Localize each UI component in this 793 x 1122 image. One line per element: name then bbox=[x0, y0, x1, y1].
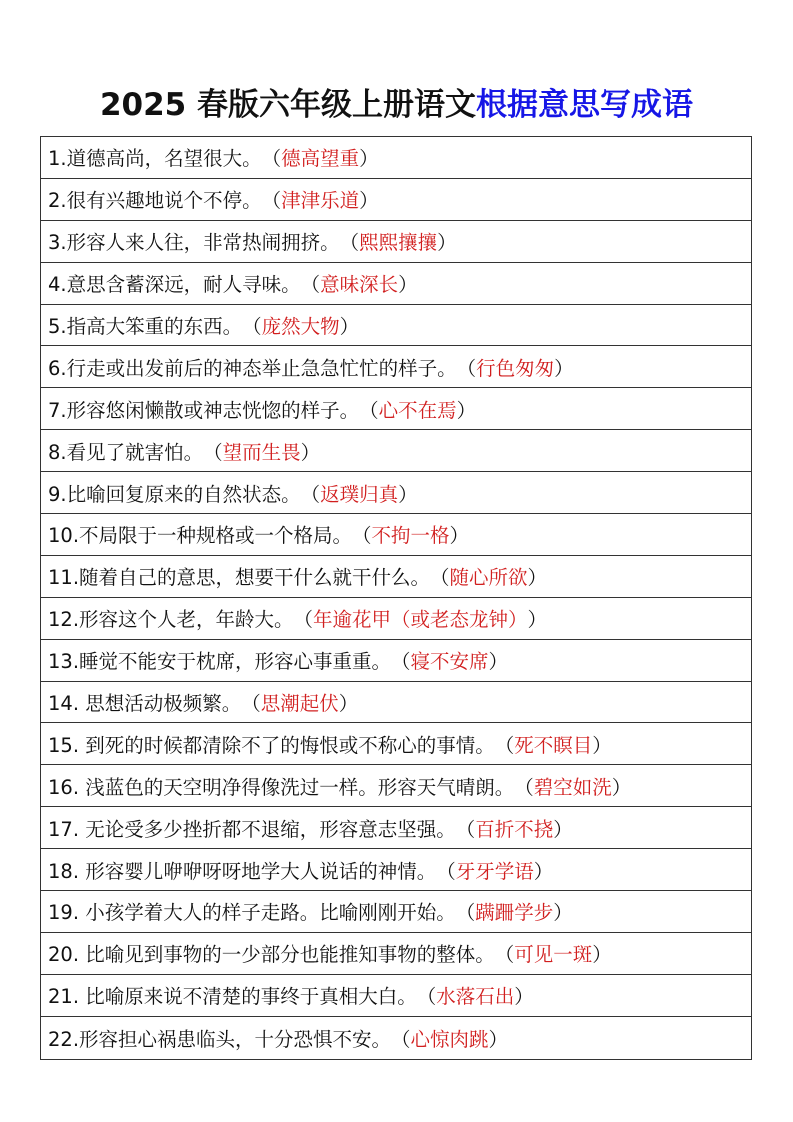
paren-close: ） bbox=[300, 440, 321, 464]
answer-idiom: 意味深长 bbox=[320, 273, 399, 297]
paren-close: ） bbox=[488, 1027, 509, 1051]
paren-close: ） bbox=[456, 398, 477, 422]
paren-close: ） bbox=[611, 775, 632, 799]
question-text: 11.随着自己的意思，想要干什么就干什么。 bbox=[48, 566, 431, 590]
table-row bbox=[41, 430, 751, 472]
answer-idiom: 碧空如洗 bbox=[533, 775, 612, 799]
table-row bbox=[41, 765, 751, 807]
table-row bbox=[41, 305, 751, 347]
table-row bbox=[41, 933, 751, 975]
question-text: 6.行走或出发前后的神态举止急急忙忙的样子。 bbox=[48, 356, 457, 380]
paren-close: ） bbox=[554, 356, 574, 380]
paren-open: （ bbox=[300, 482, 321, 506]
table-row bbox=[41, 598, 751, 640]
table-row bbox=[41, 556, 751, 598]
title-highlight: 根据意思写成语 bbox=[476, 87, 694, 123]
question-text: 15. 到死的时候都清除不了的悔恨或不称心的事情。 bbox=[48, 733, 495, 757]
paren-open: （ bbox=[455, 901, 476, 925]
table-row bbox=[41, 640, 751, 682]
table-row bbox=[41, 137, 751, 179]
table-row bbox=[41, 221, 751, 263]
answer-idiom: 蹒跚学步 bbox=[475, 901, 554, 925]
answer-idiom: 年逾花甲（或老态龙钟） bbox=[313, 608, 528, 632]
paren-close: ） bbox=[527, 608, 548, 632]
paren-open: （ bbox=[416, 985, 437, 1009]
answer-idiom: 返璞归真 bbox=[320, 482, 399, 506]
paren-open: （ bbox=[494, 943, 515, 967]
answer-idiom: 心惊肉跳 bbox=[410, 1027, 489, 1051]
paren-open: （ bbox=[293, 608, 314, 632]
paren-close: ） bbox=[488, 650, 509, 674]
table-row bbox=[41, 1017, 751, 1059]
paren-open: （ bbox=[242, 315, 262, 338]
question-text: 10.不局限于一种规格或一个格局。 bbox=[48, 524, 353, 548]
answer-idiom: 熙熙攘攘 bbox=[359, 231, 438, 255]
table-row bbox=[41, 179, 751, 221]
paren-close: ） bbox=[592, 733, 612, 757]
question-text: 5.指高大笨重的东西。 bbox=[48, 315, 243, 338]
paren-close: ） bbox=[533, 859, 554, 883]
table-row bbox=[41, 682, 751, 724]
page-title bbox=[0, 84, 793, 126]
paren-open: （ bbox=[430, 566, 450, 590]
table-row bbox=[41, 723, 751, 765]
question-text: 17. 无论受多少挫折都不退缩，形容意志坚强。 bbox=[48, 817, 456, 841]
paren-close: ） bbox=[359, 189, 379, 213]
table-row bbox=[41, 975, 751, 1017]
answer-idiom: 德高望重 bbox=[281, 147, 360, 171]
question-text: 14. 思想活动极频繁。 bbox=[48, 692, 242, 716]
answer-idiom: 水落石出 bbox=[436, 985, 515, 1009]
table-row bbox=[41, 346, 751, 388]
paren-open: （ bbox=[261, 189, 282, 213]
answer-idiom: 寝不安席 bbox=[410, 650, 489, 674]
question-text: 22.形容担心祸患临头，十分恐惧不安。 bbox=[48, 1027, 392, 1051]
paren-open: （ bbox=[391, 1027, 411, 1051]
paren-close: ） bbox=[437, 231, 457, 255]
paren-open: （ bbox=[352, 524, 372, 548]
answer-idiom: 百折不挠 bbox=[475, 817, 554, 841]
table-row bbox=[41, 849, 751, 891]
answer-idiom: 随心所欲 bbox=[449, 566, 528, 590]
paren-close: ） bbox=[553, 901, 573, 925]
paren-close: ） bbox=[398, 482, 418, 506]
paren-open: （ bbox=[300, 273, 321, 297]
table-row bbox=[41, 807, 751, 849]
idiom-table bbox=[40, 136, 752, 1060]
table-row bbox=[41, 514, 751, 556]
question-text: 8.看见了就害怕。 bbox=[48, 440, 204, 464]
paren-close: ） bbox=[514, 985, 534, 1009]
paren-open: （ bbox=[456, 356, 477, 380]
answer-idiom: 可见一斑 bbox=[514, 943, 593, 967]
paren-close: ） bbox=[398, 273, 418, 297]
question-text: 20. 比喻见到事物的一少部分也能推知事物的整体。 bbox=[48, 943, 495, 967]
paren-close: ） bbox=[592, 943, 612, 967]
paren-open: （ bbox=[339, 231, 360, 255]
title-main: 2025 春版六年级上册语文 bbox=[99, 87, 477, 123]
question-text: 18. 形容婴儿咿咿呀呀地学大人说话的神情。 bbox=[48, 859, 437, 883]
question-text: 16. 浅蓝色的天空明净得像洗过一样。形容天气晴朗。 bbox=[48, 775, 515, 799]
paren-close: ） bbox=[553, 817, 573, 841]
question-text: 4.意思含蓄深远，耐人寻味。 bbox=[48, 273, 301, 297]
paren-open: （ bbox=[359, 398, 379, 422]
table-row bbox=[41, 388, 751, 430]
paren-open: （ bbox=[241, 692, 261, 716]
question-text: 1.道德高尚，名望很大。 bbox=[48, 147, 262, 171]
question-text: 19. 小孩学着大人的样子走路。比喻刚刚开始。 bbox=[48, 901, 456, 925]
paren-close: ） bbox=[339, 315, 360, 338]
paren-close: ） bbox=[338, 692, 359, 716]
paren-open: （ bbox=[261, 147, 282, 171]
question-text: 21. 比喻原来说不清楚的事终于真相大白。 bbox=[48, 985, 417, 1009]
paren-open: （ bbox=[203, 440, 223, 464]
table-row bbox=[41, 891, 751, 933]
answer-idiom: 行色匆匆 bbox=[476, 356, 555, 380]
paren-close: ） bbox=[449, 524, 470, 548]
question-text: 12.形容这个人老，年龄大。 bbox=[48, 608, 294, 632]
paren-close: ） bbox=[359, 147, 379, 171]
paren-open: （ bbox=[391, 650, 411, 674]
paren-close: ） bbox=[527, 566, 548, 590]
paren-open: （ bbox=[436, 859, 456, 883]
answer-idiom: 思潮起伏 bbox=[260, 692, 339, 716]
answer-idiom: 庞然大物 bbox=[261, 315, 340, 338]
question-text: 13.睡觉不能安于枕席，形容心事重重。 bbox=[48, 650, 392, 674]
question-text: 3.形容人来人往，非常热闹拥挤。 bbox=[48, 231, 340, 255]
question-text: 2.很有兴趣地说个不停。 bbox=[48, 189, 262, 213]
paren-open: （ bbox=[494, 733, 515, 757]
answer-idiom: 津津乐道 bbox=[281, 189, 360, 213]
table-row bbox=[41, 472, 751, 514]
answer-idiom: 牙牙学语 bbox=[455, 859, 534, 883]
table-row bbox=[41, 263, 751, 305]
answer-idiom: 不拘一格 bbox=[371, 524, 450, 548]
answer-idiom: 心不在焉 bbox=[378, 398, 457, 422]
paren-open: （ bbox=[455, 817, 476, 841]
answer-idiom: 死不瞑目 bbox=[514, 733, 593, 757]
answer-idiom: 望而生畏 bbox=[222, 440, 301, 464]
question-text: 9.比喻回复原来的自然状态。 bbox=[48, 482, 301, 506]
paren-open: （ bbox=[514, 775, 534, 799]
question-text: 7.形容悠闲懒散或神志恍惚的样子。 bbox=[48, 398, 360, 422]
